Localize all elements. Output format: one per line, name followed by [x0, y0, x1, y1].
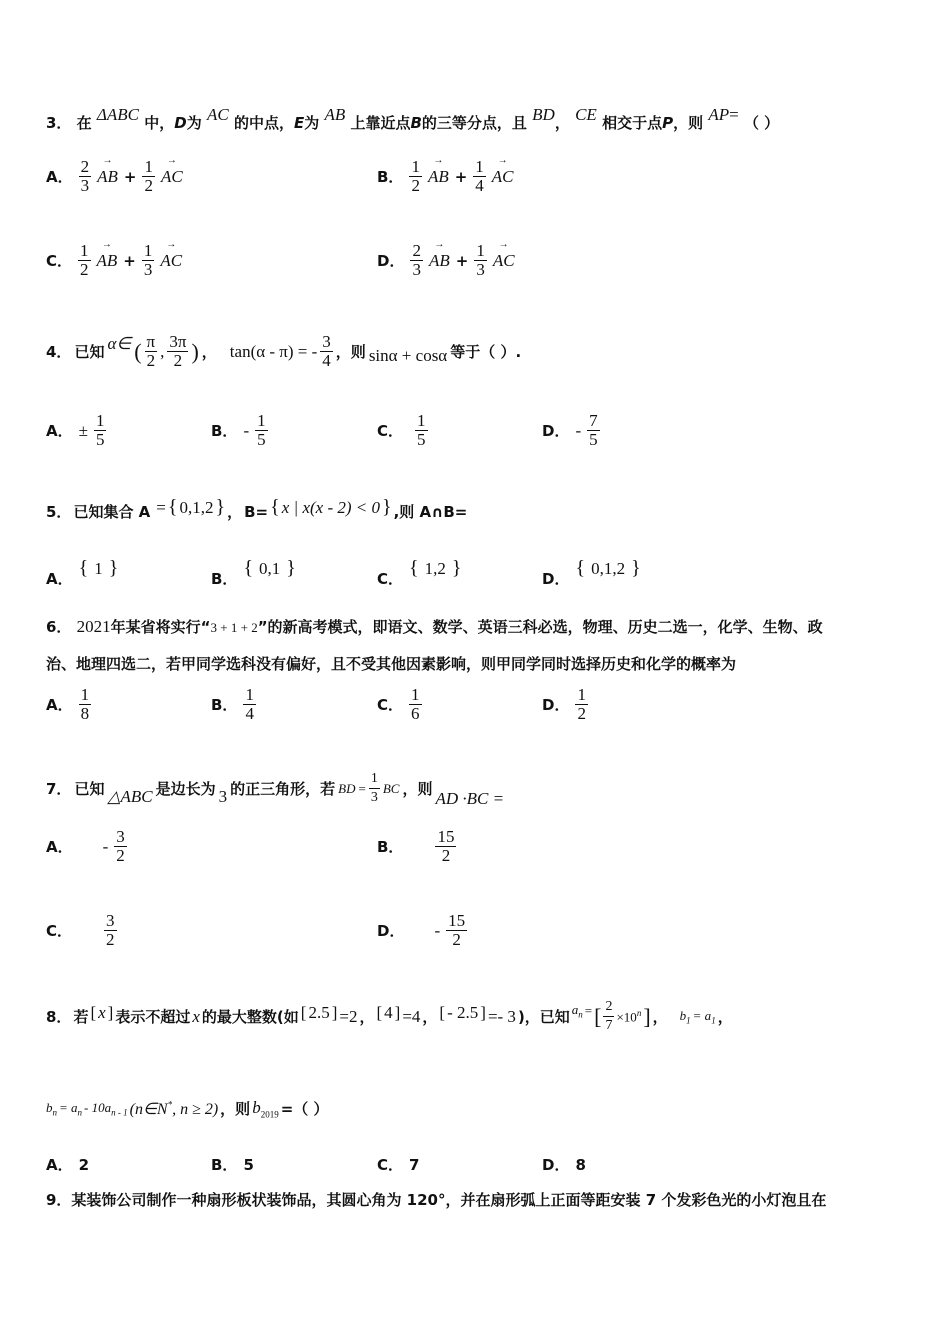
q4-option-c[interactable]: C． $\frac{1}{5}$ [377, 411, 426, 449]
q6-option-c[interactable]: C． $\frac{1}{6}$ [377, 685, 420, 723]
q7-option-d[interactable]: D． - $\frac{15}{2}$ [377, 911, 466, 949]
q4-option-b[interactable]: B． - $\frac{1}{5}$ [211, 411, 266, 449]
q6-option-a[interactable]: A． $\frac{1}{8}$ [46, 685, 90, 723]
q5-option-a[interactable]: A． { 1 } [46, 557, 119, 588]
q7-option-a[interactable]: A． - $\frac{3}{2}$ [46, 827, 125, 865]
q6-stem-line1: 6． 2021年某省将实行“3 + 1 + 2”的新高考模式，即语文、数学、英语三科必选，物理、历史二选一，化学、生物、政 [46, 617, 823, 636]
q7-option-c[interactable]: C． $\frac{3}{2}$ [46, 911, 115, 949]
q4-option-d[interactable]: D． - $\frac{7}{5}$ [542, 411, 598, 449]
q5-option-c[interactable]: C． { 1,2 } [377, 557, 462, 588]
q6-option-d[interactable]: D． $\frac{1}{2}$ [542, 685, 586, 723]
q3-option-a[interactable]: A． $\frac{2}{3}$ → AB + $\frac{1}{2}$ → AC [46, 158, 183, 195]
q4-stem: 4． 已知 α∈ ( $\frac{\pi}{2}$ , $\frac{3\pi}{2}$ ) ， tan(α - π) = - $\frac{3}{4}$ ，则 sinα + cosα 等于（ ）. [46, 332, 522, 370]
q5-stem: 5． 已知集合 A = { 0,1,2 } ， B= { x | x(x - 2) < 0 } ,则 A∩B= [46, 496, 468, 521]
q3-stem: 3． 在 ΔABC 中，D为 AC 的中点，E为 AB 上靠近点B的三等分点，且 BD， CE 相交于点P，则 AP= （ ） [46, 105, 780, 132]
q9-stem: 9．某装饰公司制作一种扇形板状装饰品，其圆心角为 120°，并在扇形弧上正面等距安装 7 个发彩色光的小灯泡且在 [46, 1191, 827, 1209]
q8-option-b[interactable]: B． 5 [211, 1155, 254, 1174]
q8-stem-line1: 8． 若 [ x ] 表示不超过 x 的最大整数(如 [ 2.5 ] =2 ， [ 4 ] =4 ， [ - 2.5 ] =- 3 )，已知 $a_n$ = [ $\frac{2}{7}$ $\times 10^n$ ] ， $b_1$ = $a_1$ ， [46, 999, 733, 1033]
q7-stem: 7． 已知 △ABC 是边长为 3 的正三角形，若 BD = $\frac{1}{3}$ BC ，则 AD ·BC = [46, 771, 505, 808]
q6-stem-line2: 治、地理四选二，若甲同学选科没有偏好，且不受其他因素影响，则甲同学同时选择历史和化学的概率为 [46, 655, 737, 673]
q5-option-b[interactable]: B． { 0,1 } [211, 557, 296, 588]
q3-option-b[interactable]: B． $\frac{1}{2}$ → AB + $\frac{1}{4}$ → AC [377, 158, 514, 195]
q3-option-d[interactable]: D． $\frac{2}{3}$ → AB + $\frac{1}{3}$ → AC [377, 242, 515, 279]
q8-stem-line2: $b_n$ = $a_n$ - $10a_{n - 1}$ (n∈N*, n ≥ 2) ，则 $b_{2019}$ =（ ） [46, 1098, 329, 1120]
q8-option-c[interactable]: C． 7 [377, 1155, 420, 1174]
q7-option-b[interactable]: B． $\frac{15}{2}$ [377, 827, 455, 865]
q3-option-c[interactable]: C． $\frac{1}{2}$ → AB + $\frac{1}{3}$ → AC [46, 242, 182, 279]
q6-option-b[interactable]: B． $\frac{1}{4}$ [211, 685, 254, 723]
q8-option-d[interactable]: D． 8 [542, 1155, 586, 1174]
q4-option-a[interactable]: A． ± $\frac{1}{5}$ [46, 411, 105, 449]
q5-option-d[interactable]: D． { 0,1,2 } [542, 557, 641, 588]
q8-option-a[interactable]: A． 2 [46, 1155, 90, 1174]
